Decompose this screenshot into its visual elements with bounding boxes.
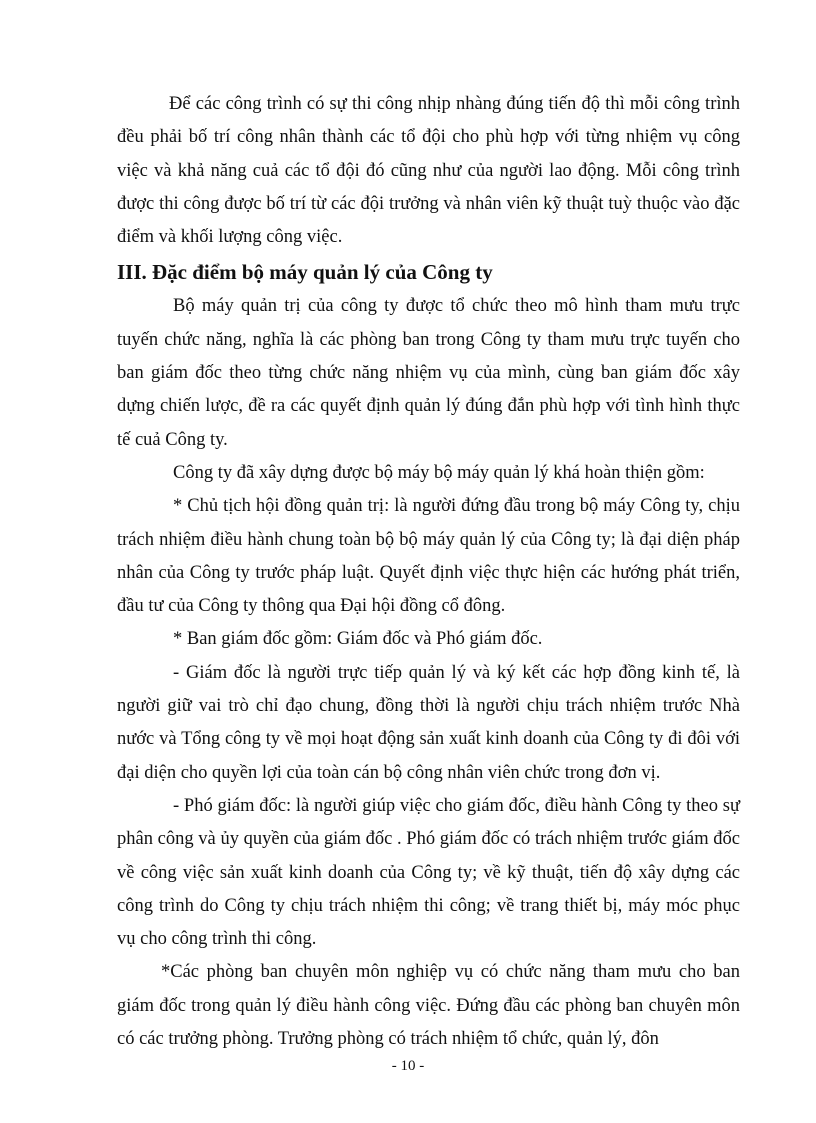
- paragraph-management-structure: Bộ máy quản trị của công ty được tổ chức theo mô hình tham mưu trực tuyến chức năng, nghĩa là các phòng ban trong Công ty tham mưu trực tuyến cho ban giám đốc theo từng chức năng nhiệm vụ của mình, cùng ban giám đốc xây dựng chiến lược, đề ra các quyết định quản lý đúng đắn phù hợp với tình hình thực tế cuả Công ty.: [117, 296, 740, 450]
- paragraph-director: - Giám đốc là người trực tiếp quản lý và ký kết các hợp đồng kinh tế, là người giữ vai trò chỉ đạo chung, đồng thời là người chịu trách nhiệm trước Nhà nước và Tổng công ty về mọi hoạt động sản xuất kinh doanh của Công ty đi đôi với đại diện cho quyền lợi của toàn cán bộ công nhân viên chức trong đơn vị.: [117, 662, 740, 783]
- document-page: [117, 88, 740, 1056]
- section-heading: III. Đặc điểm bộ máy quản lý của Công ty: [117, 260, 493, 285]
- intro-paragraph: Để các công trình có sự thi công nhịp nhàng đúng tiến độ thì mỗi công trình đều phải bố trí công nhân thành các tổ đội cho phù hợp với từng nhiệm vụ công việc và khả năng cuả các tổ đội đó cũng như của người lao động. Mỗi công trình được thi công được bố trí từ các đội trưởng và nhân viên kỹ thuật tuỳ thuộc vào đặc điểm và khối lượng công việc.: [117, 94, 740, 248]
- paragraph-chairman: * Chủ tịch hội đồng quản trị: là người đứng đầu trong bộ máy Công ty, chịu trách nhiệm điều hành chung toàn bộ bộ máy quản lý của Công ty; là đại diện pháp nhân của Công ty trước pháp luật. Quyết định việc thực hiện các hướng phát triển, đầu tư của Công ty thông qua Đại hội đồng cổ đông.: [117, 496, 740, 617]
- page-number: - 10 -: [391, 1058, 425, 1074]
- paragraph-deputy-director: - Phó giám đốc: là người giúp việc cho giám đốc, điều hành Công ty theo sự phân công và ủy quyền của giám đốc . Phó giám đốc có trách nhiệm trước giám đốc về công việc sản xuất kinh doanh của Công ty; về kỹ thuật, tiến độ xây dựng các công trình do Công ty chịu trách nhiệm thi công; về trang thiết bị, máy móc phục vụ cho công trình thi công.: [117, 795, 740, 950]
- paragraph-apparatus-intro: Công ty đã xây dựng được bộ máy bộ máy quản lý khá hoàn thiện gồm:: [173, 462, 705, 483]
- paragraph-board-of-directors: * Ban giám đốc gồm: Giám đốc và Phó giám đốc.: [173, 629, 543, 650]
- paragraph-departments: *Các phòng ban chuyên môn nghiệp vụ có chức năng tham mưu cho ban giám đốc trong quản lý điều hành công việc. Đứng đầu các phòng ban chuyên môn có các trưởng phòng. Trưởng phòng có trách nhiệm tổ chức, quản lý, đôn: [117, 962, 740, 1050]
